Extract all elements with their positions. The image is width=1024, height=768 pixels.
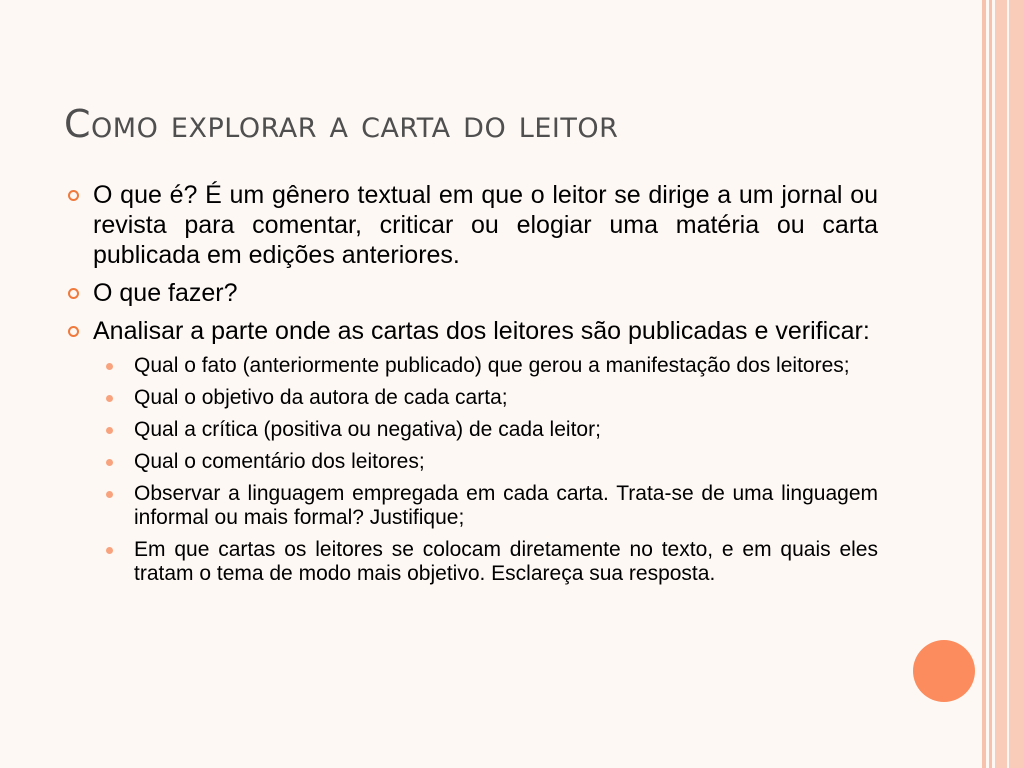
bullet-text: O que é? É um gênero textual em que o leitor se dirige a um jornal ou revista para comentar, criticar ou elogiar uma matéria ou carta publicada em edições anteriores. (93, 181, 878, 269)
dot-bullet-icon (106, 363, 113, 370)
decorative-stripe (995, 0, 1007, 768)
sub-bullet-text: Qual a crítica (positiva ou negativa) de cada leitor; (134, 418, 601, 441)
sub-bullet-text: Qual o fato (anteriormente publicado) que gerou a manifestação dos leitores; (134, 354, 850, 377)
sub-bullet-text: Qual o comentário dos leitores; (134, 450, 425, 473)
dot-bullet-icon (106, 491, 113, 498)
sub-bullet-item (66, 386, 878, 410)
bullet-text: Analisar a parte onde as cartas dos leitores são publicadas e verificar: (93, 317, 870, 345)
sub-bullet-text: Em que cartas os leitores se colocam diretamente no texto, e em quais eles tratam o tema de modo mais objetivo. Esclareça sua resposta. (134, 538, 878, 585)
decorative-circle (913, 640, 975, 702)
bullet-text: O que fazer? (93, 279, 238, 307)
slide-title: Como explorar a carta do leitor (64, 102, 619, 146)
hollow-circle-bullet-icon (68, 326, 79, 337)
slide-content (66, 180, 878, 594)
dot-bullet-icon (106, 395, 113, 402)
dot-bullet-icon (106, 459, 113, 466)
bullet-item (66, 316, 878, 346)
decorative-stripe (1009, 0, 1024, 768)
sub-bullet-text: Observar a linguagem empregada em cada carta. Trata-se de uma linguagem informal ou mais formal? Justifique; (134, 482, 878, 529)
dot-bullet-icon (106, 547, 113, 554)
hollow-circle-bullet-icon (68, 190, 79, 201)
bullet-item (66, 278, 878, 308)
sub-bullet-item (66, 482, 878, 530)
bullet-item (66, 180, 878, 270)
dot-bullet-icon (106, 427, 113, 434)
sub-bullet-text: Qual o objetivo da autora de cada carta; (134, 386, 508, 409)
decorative-stripe (982, 0, 986, 768)
sub-bullet-item (66, 418, 878, 442)
decorative-stripe (989, 0, 992, 768)
sub-bullet-item (66, 354, 878, 378)
sub-bullet-item (66, 538, 878, 586)
hollow-circle-bullet-icon (68, 288, 79, 299)
sub-bullet-item (66, 450, 878, 474)
